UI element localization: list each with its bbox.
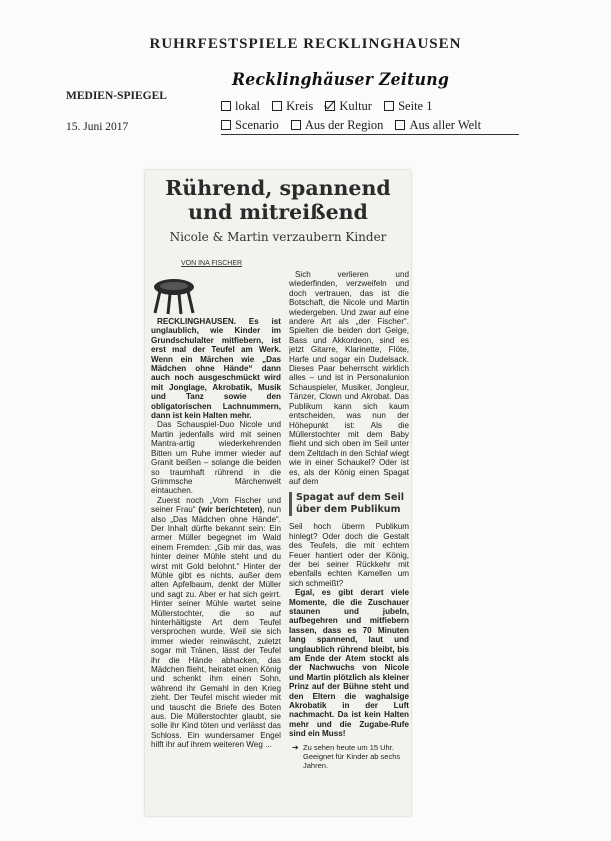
category-label: Seite 1	[398, 99, 433, 113]
paragraph-2-bold: (wir berichteten)	[198, 505, 263, 515]
paragraph-2-part-b: , nun also „Das Mädchen ohne Hände“. Der Inhalt dürfte bekannt sein: Ein armer Müller begegnet im Wald einem Fremden: „Gib mir das, was hinter deiner Mühle steht und du wirst mit Gold belohnt.“ Hinter der Mühle gibt es nichts, außer dem alten Apfelbaum, denkt der Müller und sagt zu. Aber er hat sich geirrt. Hinter seiner Mühle wartet seine Müllerstochter, die so auf hinterhältigste Art dem Teufel versprochen wurde. Weil sie sich immer wieder reinwäscht, zuletzt sogar mit Tränen, lässt der Teufel ihr die Hände abhacken, das Mädchen flieht, heiratet einen König und schenkt ihm einen Sohn, während ihr Gemahl in den Krieg zieht. Der Teufel mischt wieder mit und tauscht die Briefe des Boten aus. Die Müllerstochter glaubt, sie solle ihr Kind töten und verlässt das Schloss. Ein wundersamer Engel hilft ihr auf ihrem weiteren Weg ...	[151, 505, 281, 750]
page-title: RUHRFESTSPIELE RECKLINGHAUSEN	[149, 36, 462, 52]
lead-paragraph	[151, 272, 281, 420]
category-label: Scenario	[235, 118, 279, 132]
article-subheadline: Nicole & Martin verzaubern Kinder	[169, 230, 387, 244]
arrow-right-icon: ➔	[292, 742, 299, 752]
date-label: 15. Juni 2017	[66, 121, 129, 133]
category-aus-der-region[interactable]	[291, 118, 383, 133]
checkbox-kultur[interactable]	[325, 101, 335, 111]
newspaper-clipping	[145, 170, 411, 816]
paragraph-2	[151, 496, 281, 750]
info-note	[289, 743, 409, 770]
category-aus-aller-welt[interactable]	[395, 118, 481, 133]
article-headline	[145, 176, 411, 224]
category-label: Kreis	[286, 99, 314, 113]
circus-stool-icon	[151, 275, 197, 315]
headline-line-1: Rührend, spannend	[165, 176, 391, 200]
checkbox-lokal[interactable]	[221, 101, 231, 111]
category-row-1	[221, 99, 441, 114]
paragraph-5: Egal, es gibt derart viele Momente, die die Zuschauer staunen und jubeln, aufbegehren und mitfiebern lassen, dass es 70 Minuten lang spannend, laut und unglaublich rührend bleibt, bis am Ende der Atem stockt als der Nachwuchs von Nicole und Martin plötzlich als kleiner Prinz auf der Bühne steht und den Eltern die waghalsige Akrobatik in der Luft nachmacht. Da ist kein Halten mehr und die Zugabe-Rufe sind ein Muss!	[289, 588, 409, 739]
article-column-right	[289, 262, 409, 770]
checkbox-seite-1[interactable]	[384, 101, 394, 111]
category-label: Aus der Region	[304, 118, 384, 132]
headline-line-2: und mitreißend	[188, 200, 368, 224]
category-kreis[interactable]	[272, 99, 313, 114]
paragraph-2-part-a: Zuerst noch „Vom Fischer und seiner Frau“	[151, 495, 281, 515]
checkbox-aus-der-region[interactable]	[291, 120, 301, 130]
category-label: Kultur	[339, 99, 372, 113]
newspaper-masthead: Recklinghäuser Zeitung	[232, 70, 450, 90]
checkbox-aus-aller-welt[interactable]	[395, 120, 405, 130]
lead-place: RECKLINGHAUSEN.	[157, 317, 236, 326]
section-label: MEDIEN-SPIEGEL	[66, 90, 167, 102]
category-label: Aus aller Welt	[409, 118, 482, 132]
lead-text: Es ist unglaublich, wie Kinder im Grundschulalter mitfiebern, ist erst mal der Teufel am Werk. Wenn ein Märchen wie „Das Mädchen ohne Hände“ dann auch noch ausgeschmückt wird mit Jonglage, Akrobatik, Musik und Tanz sowie den obligatorischen Lachnummern, dann ist kein Halten mehr.	[151, 317, 281, 421]
category-row-2	[221, 118, 519, 135]
category-kultur[interactable]	[325, 99, 372, 114]
category-seite-1[interactable]	[384, 99, 432, 114]
article-column-left	[151, 272, 281, 750]
checkbox-scenario[interactable]	[221, 120, 231, 130]
category-scenario[interactable]	[221, 118, 279, 133]
paragraph-4: Seil hoch überm Publikum hinlegt? Oder doch die Gestalt des Teufels, die mit echtem Feuer hantiert oder der König, der bei seiner Rückkehr mit ebenfalls echten Kamellen um sich schmeißt?	[289, 522, 409, 588]
category-lokal[interactable]	[221, 99, 260, 114]
paragraph-1: Das Schauspiel-Duo Nicole und Martin jedenfalls wird mit seinen Mantra-artig wiederkehrenden Bitten um Ruhe immer wieder auf Granit beißen – solange die beiden so traumhaft rührend in die Grimmsche Märchenwelt eintauchen.	[151, 420, 281, 496]
article-byline: VON INA FISCHER	[181, 260, 243, 267]
checkbox-kreis[interactable]	[272, 101, 282, 111]
paragraph-3: Sich verlieren und wiederfinden, verzweifeln und doch vertrauen, das ist die Botschaft, die Nicole und Martin wiedergeben. Und zwar auf eine andere Art als „der Fischer“. Spielten die beiden dort Geige, Bass und Akkordeon, sind es jetzt Gitarre, Klarinette, Flöte, Harfe und sogar ein Dudelsack. Dieses Paar beherrscht wirklich alles – und ist in Personalunion Schauspieler, Musiker, Jongleur, Tänzer, Clown und Akrobat. Das Publikum kann sich kaum entscheiden, was nun der Höhepunkt ist: Als die Müllerstochter mit dem Baby flieht und sich oben im Seil unter dem Zeltdach in den Schlaf wiegt wie in einer Schaukel? Oder ist es, als der König einen Spagat auf dem	[289, 270, 409, 486]
article-subhead: Spagat auf dem Seil über dem Publikum	[289, 492, 409, 516]
category-label: lokal	[235, 99, 260, 113]
info-text: Zu sehen heute um 15 Uhr. Geeignet für Kinder ab sechs Jahren.	[303, 742, 401, 770]
